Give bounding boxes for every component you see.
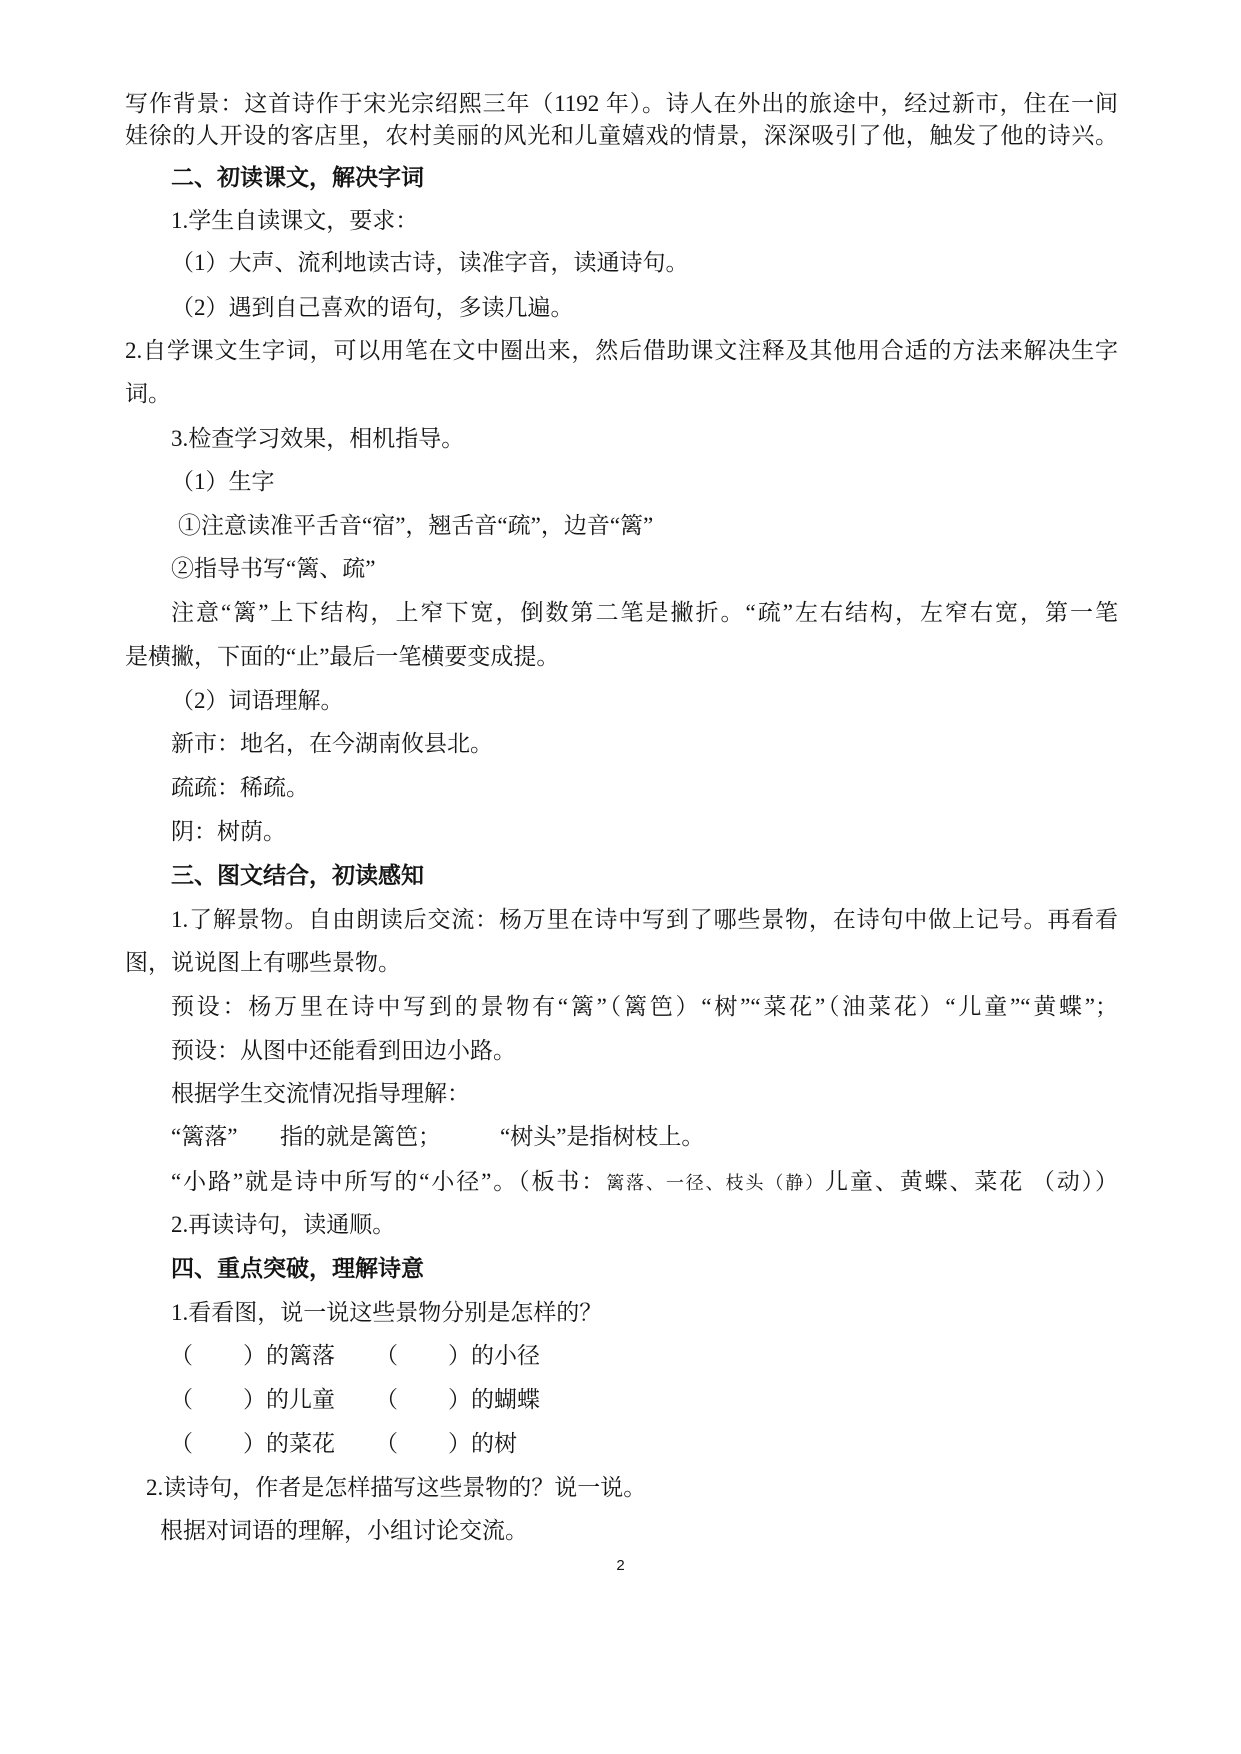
- explain-term: “篱落”: [171, 1124, 238, 1149]
- glossary-entry: 疏疏：稀疏。: [171, 775, 309, 800]
- page-number: 2: [616, 1557, 625, 1574]
- fill-in-item: [375, 1429, 517, 1459]
- group-discussion-text: 根据对词语的理解，小组讨论交流。: [160, 1518, 528, 1543]
- close-paren: ）: [243, 1387, 266, 1412]
- close-paren: ）: [448, 1343, 471, 1368]
- requirement-1: （1）大声、流利地读古诗，读准字音，读通诗句。: [171, 250, 689, 275]
- fill-in-label: 的树: [471, 1431, 517, 1456]
- scenery-step-line-2: 图，说说图上有哪些景物。: [125, 950, 401, 975]
- word-understanding-heading: （2）词语理解。: [171, 688, 344, 713]
- fill-in-row: [0, 1341, 1241, 1371]
- path-explanation: “小路”就是诗中所写的“小径”。（板书：: [171, 1169, 607, 1194]
- open-paren: （: [375, 1431, 398, 1456]
- read-poem-step: 2.读诗句，作者是怎样描写这些景物的？说一说。: [146, 1475, 647, 1500]
- step-2-text-line-2: 词。: [125, 381, 171, 406]
- fill-in-label: 的儿童: [266, 1387, 335, 1412]
- open-paren: （: [375, 1387, 398, 1412]
- look-and-say-step: 1.看看图，说一说这些景物分别是怎样的？: [171, 1300, 603, 1325]
- section-heading-2: 二、初读课文，解决字词: [171, 165, 424, 190]
- fill-in-label: 的菜花: [266, 1431, 335, 1456]
- writing-note-line-1: 注意“篱”上下结构，上窄下宽，倒数第二笔是撇折。“疏”左右结构，左窄右宽，第一笔: [171, 600, 1118, 625]
- explain-tree-top: “树头”是指树枝上。: [500, 1124, 705, 1149]
- guidance-text: 根据学生交流情况指导理解：: [171, 1081, 470, 1106]
- open-paren: （: [375, 1343, 398, 1368]
- glossary-entry: 新市：地名，在今湖南攸县北。: [171, 731, 493, 756]
- fill-in-item: [375, 1385, 540, 1415]
- fill-in-item: [170, 1341, 335, 1371]
- close-paren: ）: [243, 1431, 266, 1456]
- close-paren: ）: [243, 1343, 266, 1368]
- step-1-text: 1.学生自读课文，要求：: [171, 208, 419, 233]
- preset-answer-1: 预设：杨万里在诗中写到的景物有“篱”（篱笆）“树”“菜花”（油菜花）“儿童”“黄蝶”；: [171, 994, 1118, 1019]
- scenery-step-line-1: 1.了解景物。自由朗读后交流：杨万里在诗中写到了哪些景物，在诗句中做上记号。再看看: [171, 907, 1118, 932]
- fill-in-row: [0, 1429, 1241, 1459]
- fill-in-label: 的蝴蝶: [471, 1387, 540, 1412]
- section-heading-3: 三、图文结合，初读感知: [171, 863, 424, 888]
- preset-answer-2: 预设：从图中还能看到田边小路。: [171, 1038, 516, 1063]
- writing-guide-item: ②指导书写“篱、疏”: [171, 556, 376, 581]
- reread-step: 2.再读诗句，读通顺。: [171, 1212, 396, 1237]
- close-paren: ）: [448, 1431, 471, 1456]
- fill-in-label: 的小径: [471, 1343, 540, 1368]
- section-heading-4: 四、重点突破，理解诗意: [171, 1256, 424, 1281]
- board-dynamic-words: 儿童、黄蝶、菜花 （动））: [825, 1169, 1118, 1194]
- new-characters-heading: （1）生字: [171, 469, 275, 494]
- step-3-text: 3.检查学习效果，相机指导。: [171, 426, 465, 451]
- open-paren: （: [170, 1431, 193, 1456]
- fill-in-item: [375, 1341, 540, 1371]
- background-text-line-2: 娃徐的人开设的客店里，农村美丽的风光和儿童嬉戏的情景，深深吸引了他，触发了他的诗兴。: [125, 123, 1118, 148]
- step-2-text-line-1: 2.自学课文生字词，可以用笔在文中圈出来，然后借助课文注释及其他用合适的方法来解决生字: [125, 338, 1118, 363]
- fill-in-item: [170, 1385, 335, 1415]
- glossary-entry: 阴：树荫。: [171, 819, 286, 844]
- fill-in-label: 的篱落: [266, 1343, 335, 1368]
- close-paren: ）: [448, 1387, 471, 1412]
- writing-note-line-2: 是横撇，下面的“止”最后一笔横要变成提。: [125, 644, 560, 669]
- fill-in-item: [170, 1429, 335, 1459]
- board-static-words: 篱落、一径、枝头（静）: [606, 1173, 826, 1193]
- background-text-line-1: 写作背景：这首诗作于宋光宗绍熙三年（1192 年）。诗人在外出的旅途中，经过新市，住在一间: [125, 91, 1118, 116]
- requirement-2: （2）遇到自己喜欢的语句，多读几遍。: [171, 295, 574, 320]
- open-paren: （: [170, 1343, 193, 1368]
- explain-meaning: 指的就是篱笆；: [280, 1124, 441, 1149]
- fill-in-row: [0, 1385, 1241, 1415]
- open-paren: （: [170, 1387, 193, 1412]
- pronunciation-note: ①注意读准平舌音“宿”，翘舌音“疏”，边音“篱”: [178, 513, 654, 538]
- blackboard-note-line: [171, 1167, 1118, 1198]
